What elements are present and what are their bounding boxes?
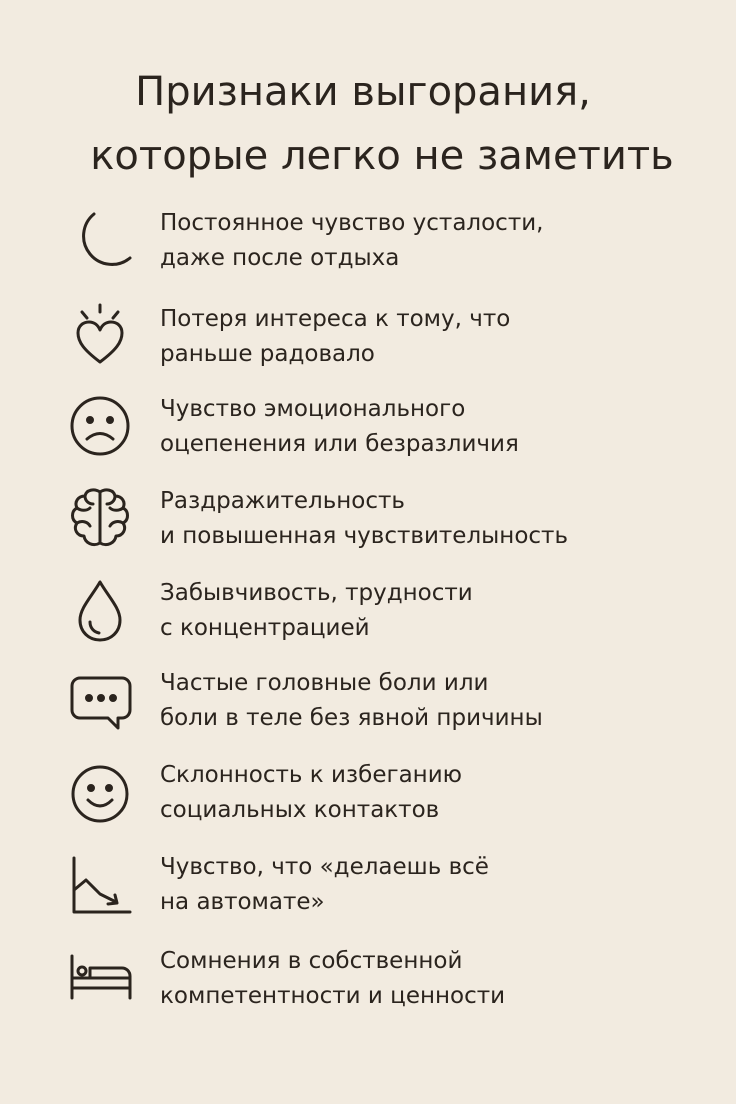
heart-icon: [64, 302, 136, 374]
declining-chart-icon: [64, 850, 136, 922]
list-item: [64, 302, 704, 382]
list-item: [64, 484, 704, 564]
item-line-2: и повышенная чувствителыность: [160, 523, 569, 549]
page-title: [0, 60, 736, 188]
list-item: [64, 758, 704, 838]
item-text: [160, 206, 720, 276]
title-line-2: которые легко не заметить: [90, 133, 674, 179]
item-text: [160, 302, 720, 372]
drop-icon: [64, 576, 136, 648]
bed-icon: [64, 944, 136, 1016]
item-line-1: Раздражительность: [160, 488, 405, 514]
smile-face-icon: [64, 758, 136, 830]
item-line-2: социальных контактов: [160, 797, 440, 823]
item-line-1: Склонность к избеганию: [160, 762, 463, 788]
item-line-2: с концентрацией: [160, 615, 370, 641]
item-line-1: Сомнения в собственной: [160, 948, 463, 974]
item-line-1: Потеря интереса к тому, что: [160, 306, 511, 332]
item-line-1: Чувство эмоционального: [160, 396, 466, 422]
moon-icon: [64, 206, 136, 278]
item-line-2: на автомате»: [160, 889, 325, 915]
item-line-2: даже после отдыха: [160, 245, 400, 271]
item-text: [160, 944, 720, 1014]
list-item: [64, 850, 704, 930]
item-text: [160, 484, 720, 554]
brain-icon: [64, 484, 136, 556]
item-line-1: Чувство, что «делаешь всё: [160, 854, 489, 880]
item-text: [160, 576, 720, 646]
item-text: [160, 392, 720, 462]
item-line-2: боли в теле без явной причины: [160, 705, 543, 731]
item-line-2: компетентности и ценности: [160, 983, 506, 1009]
item-text: [160, 758, 720, 828]
list-item: [64, 392, 704, 472]
item-text: [160, 666, 720, 736]
item-line-2: раньше радовало: [160, 341, 375, 367]
item-line-2: оцепенения или безразличия: [160, 431, 519, 457]
item-line-1: Постоянное чувство усталости,: [160, 210, 544, 236]
list-item: [64, 666, 704, 746]
list-item: [64, 576, 704, 656]
speech-bubble-icon: [64, 666, 136, 738]
list-item: [64, 206, 704, 286]
item-line-1: Забывчивость, трудности: [160, 580, 473, 606]
list-item: [64, 944, 704, 1024]
title-line-1: Признаки выгорания,: [135, 69, 591, 115]
sad-face-icon: [64, 392, 136, 464]
item-text: [160, 850, 720, 920]
item-line-1: Частые головные боли или: [160, 670, 489, 696]
